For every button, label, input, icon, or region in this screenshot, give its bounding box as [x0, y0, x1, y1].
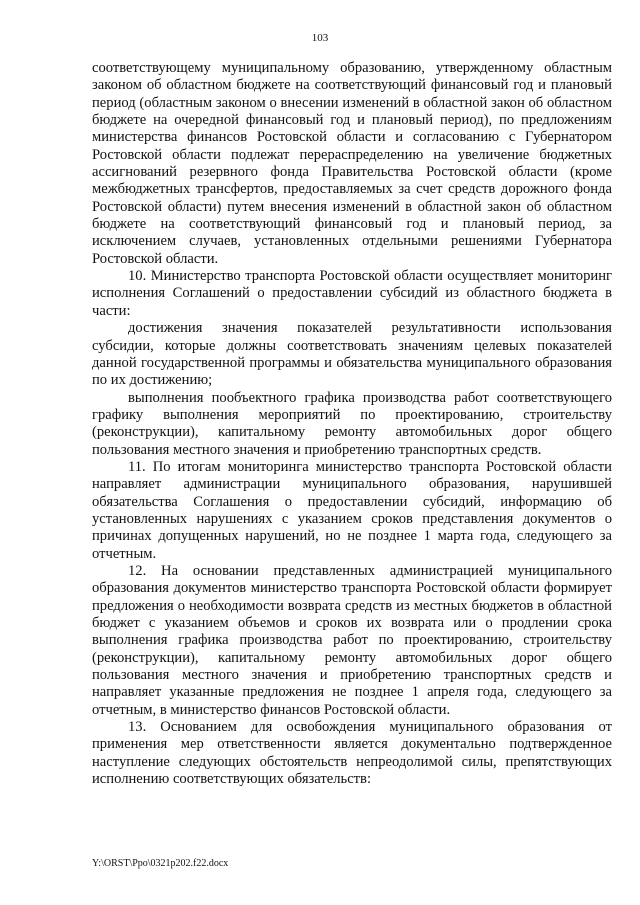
paragraph-item-11: 11. По итогам мониторинга министерство транспорта Ростовской области направляет администрации муниципального образования, нарушившей обязательства Соглашения о предоставлении субсидий, информацию об установленных нарушениях с указанием сроков представления документов о причинах допущенных нарушений, но не позднее 1 марта года, следующего за отчетным. — [92, 458, 612, 562]
page-number: 103 — [311, 32, 329, 44]
paragraph-continuation: соответствующему муниципальному образованию, утвержденному областным законом об областном бюджете на соответствующий финансовый год и плановый период (областным законом о внесении изменений в областной закон об областном бюджете на очередной финансовый год и плановый период), по предложениям министерства финансов Ростовской области и согласованию с Губернатором Ростовской области подлежат перераспределению на увеличение бюджетных ассигнований резервного фонда Правительства Ростовской области (кроме межбюджетных трансфертов, предоставляемых за счет средств дорожного фонда Ростовской области) путем внесения изменений в областной закон об областном бюджете на соответствующий финансовый год и плановый период, за исключением случаев, установленных отдельными решениями Губернатора Ростовской области. — [92, 60, 612, 267]
paragraph-item-12: 12. На основании представленных администрацией муниципального образования документов министерство транспорта Ростовской области формирует предложения о необходимости возврата средств из местных бюджетов в областной бюджет с указанием объемов и сроков их возврата или о продлении срока выполнения графика производства работ по проектированию, строительству (реконструкции), капитальному ремонту автомобильных дорог общего пользования местного значения и приобретению транспортных средств и направляет указанные предложения не позднее 1 апреля года, следующего за отчетным, в министерство финансов Ростовской области. — [92, 562, 612, 718]
paragraph-item-13: 13. Основанием для освобождения муниципального образования от применения мер ответственности является документально подтвержденное наступление следующих обстоятельств непреодолимой силы, препятствующих исполнению соответствующих обязательств: — [92, 719, 612, 788]
paragraph-item-10-indicators: достижения значения показателей результативности использования субсидии, которые должны соответствовать значениям целевых показателей данной государственной программы и обязательства муниципального образования по их достижению; — [92, 320, 612, 389]
footer-file-path: Y:\ORST\Ppo\0321p202.f22.docx — [92, 858, 229, 869]
paragraph-item-10-schedule: выполнения пообъектного графика производства работ соответствующего графику выполнения мероприятий по проектированию, строительству (реконструкции), капитальному ремонту автомобильных дорог общего пользования местного значения и приобретению транспортных средств. — [92, 389, 612, 458]
document-body — [92, 60, 612, 788]
paragraph-item-10: 10. Министерство транспорта Ростовской области осуществляет мониторинг исполнения Соглашений о предоставлении субсидий из областного бюджета в части: — [92, 268, 612, 319]
